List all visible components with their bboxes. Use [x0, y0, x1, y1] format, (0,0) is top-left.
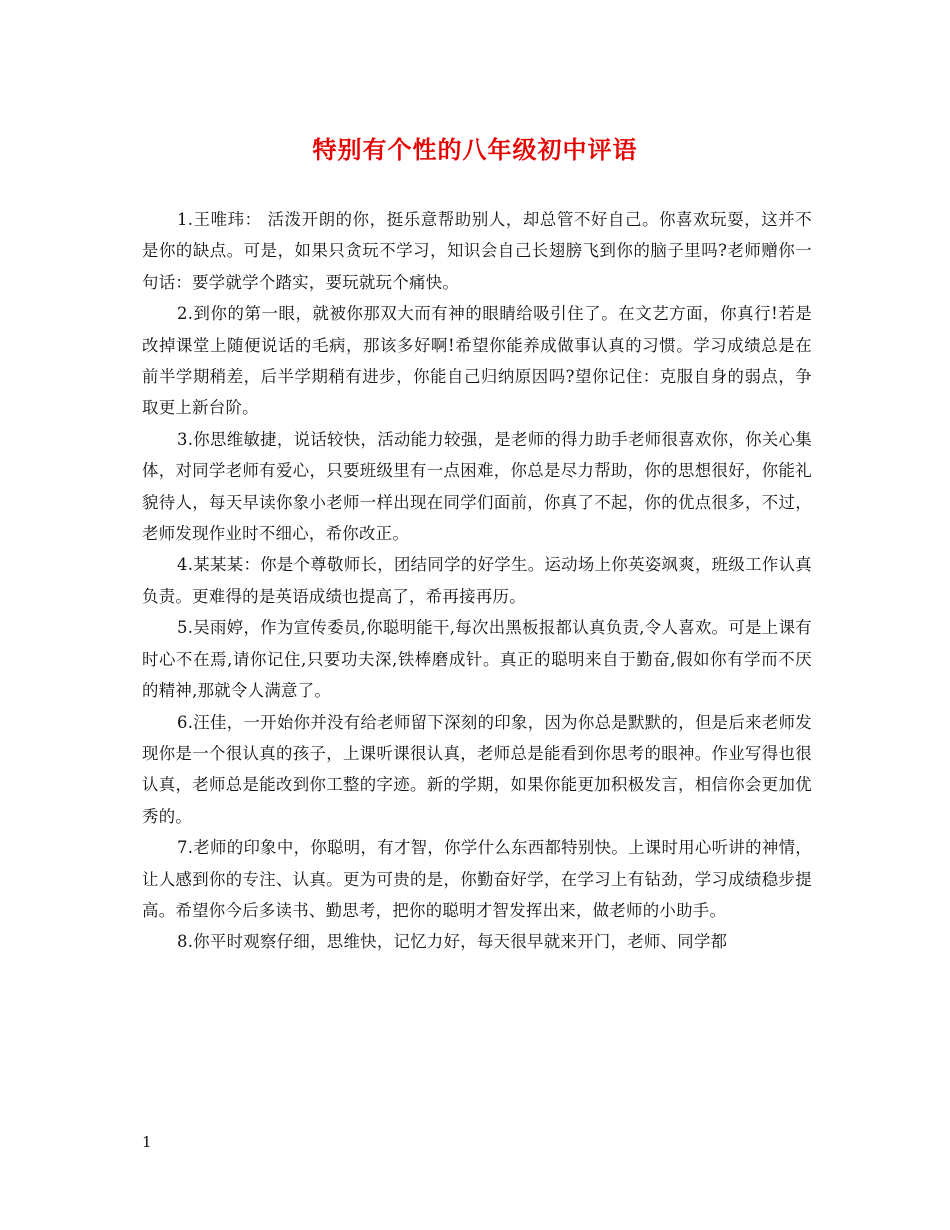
comment-paragraph-3: 3.你思维敏捷，说话较快，活动能力较强，是老师的得力助手老师很喜欢你，你关心集体，对同学老师有爱心，只要班级里有一点困难，你总是尽力帮助，你的思想很好，你能礼貌待人，每天早读你象小老师一样出现在同学们面前，你真了不起，你的优点很多，不过，老师发现作业时不细心，希你改正。: [142, 429, 812, 544]
page-title: 特别有个性的八年级初中评语: [312, 135, 638, 164]
page-number: 1: [142, 1133, 152, 1151]
comment-paragraph-5: 5.吴雨婷，作为宣传委员,你聪明能干,每次出黑板报都认真负责,令人喜欢。可是上课有时心不在焉,请你记住,只要功夫深,铁棒磨成针。真正的聪明来自于勤奋,假如你有学而不厌的精神,那就令人满意了。: [142, 618, 812, 701]
comment-paragraph-6: 6.汪佳，一开始你并没有给老师留下深刻的印象，因为你总是默默的，但是后来老师发现你是一个很认真的孩子，上课听课很认真，老师总是能看到你思考的眼神。作业写得也很认真，老师总是能改到你工整的字迹。新的学期，如果你能更加积极发言，相信你会更加优秀的。: [142, 712, 812, 826]
comment-paragraph-1: 1.王唯玮： 活泼开朗的你，挺乐意帮助别人，却总管不好自己。你喜欢玩耍，这并不是你的缺点。可是，如果只贪玩不学习，知识会自己长翅膀飞到你的脑子里吗?老师赠你一句话：要学就学个踏实，要玩就玩个痛快。: [142, 210, 812, 292]
document-body: [142, 204, 812, 958]
comment-paragraph-2: 2.到你的第一眼，就被你那双大而有神的眼睛给吸引住了。在文艺方面，你真行!若是改掉课堂上随便说话的毛病，那该多好啊!希望你能养成做事认真的习惯。学习成绩总是在前半学期稍差，后半学期稍有进步，你能自己归纳原因吗?望你记住：克服自身的弱点，争取更上新台阶。: [142, 304, 812, 418]
comment-paragraph-4: 4.某某某：你是个尊敬师长，团结同学的好学生。运动场上你英姿飒爽，班级工作认真负责。更难得的是英语成绩也提高了，希再接再历。: [142, 555, 812, 606]
comment-paragraph-8: 8.你平时观察仔细，思维快，记忆力好，每天很早就来开门，老师、同学都: [177, 932, 728, 952]
comment-paragraph-7: 7.老师的印象中，你聪明，有才智，你学什么东西都特别快。上课时用心听讲的神情，让人感到你的专注、认真。更为可贵的是，你勤奋好学，在学习上有钻劲，学习成绩稳步提高。希望你今后多读书、勤思考，把你的聪明才智发挥出来，做老师的小助手。: [142, 838, 812, 920]
